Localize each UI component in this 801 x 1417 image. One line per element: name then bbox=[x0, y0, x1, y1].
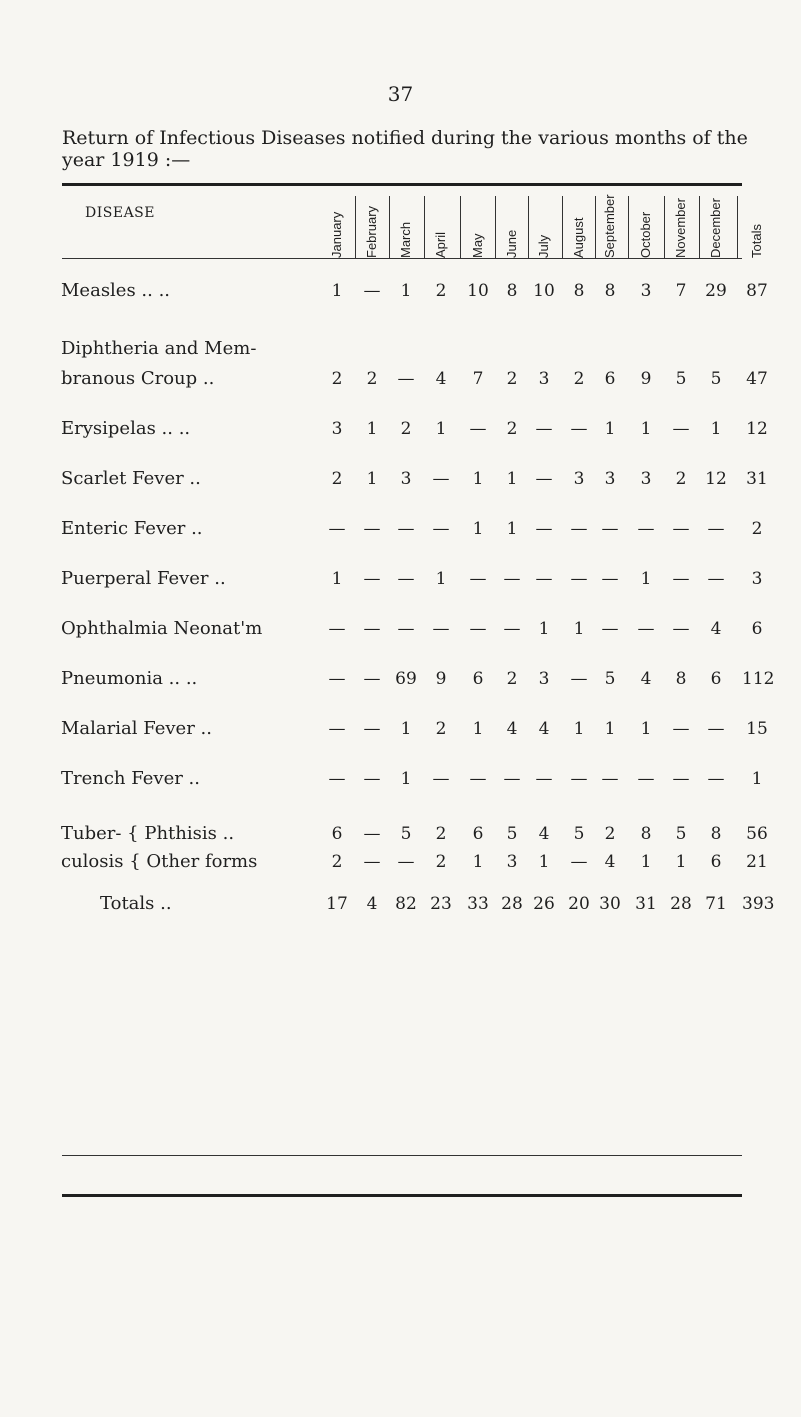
table-cell: — bbox=[469, 419, 487, 439]
table-cell: — bbox=[672, 419, 690, 439]
table-cell: — bbox=[570, 852, 588, 872]
table-cell: 31 bbox=[746, 469, 768, 489]
table-cell: 6 bbox=[710, 669, 722, 689]
column-divider bbox=[664, 196, 665, 258]
table-cell: 4 bbox=[538, 719, 550, 739]
table-cell: 1 bbox=[751, 769, 763, 789]
table-cell: — bbox=[570, 769, 588, 789]
table-cell: — bbox=[432, 769, 450, 789]
table-cell: 1 bbox=[640, 852, 652, 872]
table-cell: — bbox=[363, 281, 381, 301]
table-cell: 29 bbox=[705, 281, 727, 301]
table-cell: — bbox=[503, 619, 521, 639]
month-header-february: February bbox=[364, 205, 379, 258]
table-cell: — bbox=[432, 619, 450, 639]
table-cell: 7 bbox=[675, 281, 687, 301]
table-cell: 6 bbox=[472, 824, 484, 844]
table-cell: 56 bbox=[746, 824, 768, 844]
table-cell: — bbox=[363, 569, 381, 589]
month-header-october: October bbox=[638, 211, 653, 258]
table-cell: — bbox=[363, 769, 381, 789]
table-cell: 4 bbox=[366, 894, 378, 914]
row-label: Pneumonia .. .. bbox=[61, 668, 198, 689]
table-cell: 82 bbox=[395, 894, 417, 914]
table-cell: — bbox=[363, 852, 381, 872]
table-cell: — bbox=[328, 519, 346, 539]
table-cell: — bbox=[432, 519, 450, 539]
table-cell: 26 bbox=[533, 894, 555, 914]
table-cell: 9 bbox=[435, 669, 447, 689]
column-divider bbox=[460, 196, 461, 258]
table-cell: 1 bbox=[710, 419, 722, 439]
table-cell: — bbox=[397, 369, 415, 389]
column-divider bbox=[424, 196, 425, 258]
table-cell: — bbox=[707, 769, 725, 789]
table-cell: 1 bbox=[506, 519, 518, 539]
table-cell: 5 bbox=[400, 824, 412, 844]
table-cell: — bbox=[707, 519, 725, 539]
table-cell: 1 bbox=[366, 469, 378, 489]
table-cell: 4 bbox=[640, 669, 652, 689]
table-cell: — bbox=[363, 619, 381, 639]
table-cell: — bbox=[469, 619, 487, 639]
table-cell: — bbox=[672, 619, 690, 639]
table-cell: 2 bbox=[435, 281, 447, 301]
table-cell: 69 bbox=[395, 669, 417, 689]
table-cell: 1 bbox=[366, 419, 378, 439]
table-cell: 4 bbox=[710, 619, 722, 639]
table-cell: — bbox=[328, 719, 346, 739]
row-label: Puerperal Fever .. bbox=[61, 568, 226, 589]
table-cell: 6 bbox=[604, 369, 616, 389]
table-cell: 3 bbox=[604, 469, 616, 489]
table-cell: 1 bbox=[604, 719, 616, 739]
table-cell: 1 bbox=[640, 569, 652, 589]
table-cell: 12 bbox=[746, 419, 768, 439]
table-cell: 112 bbox=[742, 669, 775, 689]
table-cell: — bbox=[503, 769, 521, 789]
table-cell: 6 bbox=[710, 852, 722, 872]
table-cell: — bbox=[601, 769, 619, 789]
month-header-june: June bbox=[504, 229, 519, 258]
table-cell: 8 bbox=[675, 669, 687, 689]
table-cell: 2 bbox=[400, 419, 412, 439]
table-cell: 5 bbox=[710, 369, 722, 389]
table-cell: 1 bbox=[640, 419, 652, 439]
row-label: Malarial Fever .. bbox=[61, 718, 212, 739]
table-cell: 21 bbox=[746, 852, 768, 872]
totals-rule bbox=[62, 1155, 742, 1156]
table-cell: 1 bbox=[435, 419, 447, 439]
table-cell: — bbox=[469, 769, 487, 789]
table-cell: 6 bbox=[751, 619, 763, 639]
month-header-december: December bbox=[708, 198, 723, 258]
table-cell: 1 bbox=[675, 852, 687, 872]
table-cell: — bbox=[672, 769, 690, 789]
page-number: 37 bbox=[387, 82, 414, 106]
column-divider bbox=[737, 196, 738, 258]
table-cell: 15 bbox=[746, 719, 768, 739]
table-cell: 4 bbox=[604, 852, 616, 872]
table-cell: 2 bbox=[331, 469, 343, 489]
table-cell: — bbox=[570, 519, 588, 539]
table-cell: 2 bbox=[675, 469, 687, 489]
table-cell: 9 bbox=[640, 369, 652, 389]
table-cell: — bbox=[363, 824, 381, 844]
table-cell: 3 bbox=[506, 852, 518, 872]
table-cell: — bbox=[328, 619, 346, 639]
month-header-totals: Totals bbox=[749, 224, 764, 258]
month-header-august: August bbox=[571, 217, 586, 258]
table-cell: 3 bbox=[538, 369, 550, 389]
table-cell: — bbox=[363, 719, 381, 739]
table-cell: — bbox=[469, 569, 487, 589]
table-cell: — bbox=[432, 469, 450, 489]
table-cell: — bbox=[397, 619, 415, 639]
row-label: Scarlet Fever .. bbox=[61, 468, 201, 489]
column-divider bbox=[355, 196, 356, 258]
column-divider bbox=[628, 196, 629, 258]
row-label: Ophthalmia Neonat'm bbox=[61, 618, 263, 639]
table-cell: — bbox=[601, 569, 619, 589]
table-cell: 3 bbox=[640, 469, 652, 489]
table-cell: — bbox=[672, 719, 690, 739]
table-cell: 10 bbox=[533, 281, 555, 301]
table-cell: — bbox=[637, 769, 655, 789]
table-cell: — bbox=[535, 519, 553, 539]
page-title: Return of Infectious Diseases notified during the various months of the year 1919 :— bbox=[62, 127, 748, 171]
table-cell: — bbox=[601, 519, 619, 539]
row-label: culosis { Other forms bbox=[61, 851, 258, 872]
table-cell: 4 bbox=[506, 719, 518, 739]
table-cell: — bbox=[328, 769, 346, 789]
table-cell: 23 bbox=[430, 894, 452, 914]
table-cell: — bbox=[535, 569, 553, 589]
table-cell: 1 bbox=[400, 769, 412, 789]
table-cell: — bbox=[637, 519, 655, 539]
table-cell: 1 bbox=[506, 469, 518, 489]
table-cell: 6 bbox=[472, 669, 484, 689]
column-divider bbox=[699, 196, 700, 258]
table-cell: 5 bbox=[604, 669, 616, 689]
row-label: Erysipelas .. .. bbox=[61, 418, 191, 439]
table-cell: 2 bbox=[604, 824, 616, 844]
month-header-march: March bbox=[398, 221, 413, 258]
table-cell: — bbox=[672, 569, 690, 589]
table-cell: 2 bbox=[435, 852, 447, 872]
table-cell: 1 bbox=[472, 719, 484, 739]
table-cell: 2 bbox=[506, 419, 518, 439]
table-cell: 1 bbox=[331, 281, 343, 301]
table-cell: — bbox=[570, 669, 588, 689]
table-cell: 8 bbox=[710, 824, 722, 844]
table-cell: — bbox=[503, 569, 521, 589]
table-cell: 8 bbox=[573, 281, 585, 301]
row-label: Tuber- { Phthisis .. bbox=[61, 823, 235, 844]
table-cell: — bbox=[707, 569, 725, 589]
header-bottom-rule bbox=[62, 258, 742, 259]
row-label: Totals .. bbox=[100, 893, 172, 914]
table-cell: 2 bbox=[331, 369, 343, 389]
table-cell: — bbox=[397, 519, 415, 539]
table-cell: 3 bbox=[751, 569, 763, 589]
table-cell: 47 bbox=[746, 369, 768, 389]
table-cell: 28 bbox=[501, 894, 523, 914]
table-cell: 3 bbox=[331, 419, 343, 439]
row-label: Diphtheria and Mem- bbox=[61, 338, 257, 359]
month-header-july: July bbox=[536, 234, 551, 258]
table-cell: — bbox=[397, 852, 415, 872]
table-cell: 17 bbox=[326, 894, 348, 914]
table-cell: 393 bbox=[742, 894, 775, 914]
table-cell: 5 bbox=[675, 369, 687, 389]
table-cell: 1 bbox=[573, 619, 585, 639]
table-cell: 3 bbox=[538, 669, 550, 689]
table-cell: 8 bbox=[506, 281, 518, 301]
table-cell: 1 bbox=[538, 619, 550, 639]
table-cell: — bbox=[535, 469, 553, 489]
table-cell: 7 bbox=[472, 369, 484, 389]
row-label: branous Croup .. bbox=[61, 368, 215, 389]
table-cell: 1 bbox=[538, 852, 550, 872]
table-cell: 87 bbox=[746, 281, 768, 301]
month-header-september: September bbox=[602, 194, 617, 258]
table-cell: 12 bbox=[705, 469, 727, 489]
table-cell: — bbox=[535, 769, 553, 789]
table-cell: 1 bbox=[472, 519, 484, 539]
table-cell: 1 bbox=[573, 719, 585, 739]
table-cell: 33 bbox=[467, 894, 489, 914]
table-cell: — bbox=[707, 719, 725, 739]
column-divider bbox=[595, 196, 596, 258]
column-divider bbox=[495, 196, 496, 258]
table-cell: 2 bbox=[366, 369, 378, 389]
table-cell: 30 bbox=[599, 894, 621, 914]
table-cell: 2 bbox=[506, 669, 518, 689]
table-cell: 1 bbox=[400, 281, 412, 301]
table-cell: 2 bbox=[506, 369, 518, 389]
row-label: Measles .. .. bbox=[61, 280, 171, 301]
table-cell: — bbox=[363, 519, 381, 539]
column-divider bbox=[528, 196, 529, 258]
table-cell: — bbox=[363, 669, 381, 689]
table-cell: 5 bbox=[506, 824, 518, 844]
table-cell: 1 bbox=[331, 569, 343, 589]
table-cell: 2 bbox=[751, 519, 763, 539]
table-cell: 3 bbox=[400, 469, 412, 489]
table-cell: 1 bbox=[604, 419, 616, 439]
table-cell: 2 bbox=[435, 824, 447, 844]
table-cell: — bbox=[570, 419, 588, 439]
table-cell: 2 bbox=[331, 852, 343, 872]
table-cell: 1 bbox=[400, 719, 412, 739]
table-cell: 6 bbox=[331, 824, 343, 844]
table-cell: 3 bbox=[573, 469, 585, 489]
table-cell: — bbox=[601, 619, 619, 639]
row-label: Trench Fever .. bbox=[61, 768, 200, 789]
table-cell: 28 bbox=[670, 894, 692, 914]
table-cell: — bbox=[672, 519, 690, 539]
table-cell: 4 bbox=[435, 369, 447, 389]
table-cell: 31 bbox=[635, 894, 657, 914]
table-cell: 8 bbox=[604, 281, 616, 301]
table-cell: 1 bbox=[435, 569, 447, 589]
table-cell: 8 bbox=[640, 824, 652, 844]
month-header-january: January bbox=[329, 211, 344, 258]
table-bottom-rule bbox=[62, 1194, 742, 1197]
month-header-november: November bbox=[673, 198, 688, 258]
column-divider bbox=[562, 196, 563, 258]
table-cell: 5 bbox=[675, 824, 687, 844]
table-cell: — bbox=[637, 619, 655, 639]
table-cell: 1 bbox=[472, 852, 484, 872]
table-cell: — bbox=[570, 569, 588, 589]
row-label: Enteric Fever .. bbox=[61, 518, 203, 539]
month-header-may: May bbox=[470, 233, 485, 258]
table-cell: 5 bbox=[573, 824, 585, 844]
table-cell: 3 bbox=[640, 281, 652, 301]
table-cell: 4 bbox=[538, 824, 550, 844]
table-cell: — bbox=[328, 669, 346, 689]
table-cell: 71 bbox=[705, 894, 727, 914]
table-cell: 20 bbox=[568, 894, 590, 914]
table-cell: 1 bbox=[472, 469, 484, 489]
table-cell: 10 bbox=[467, 281, 489, 301]
month-header-april: April bbox=[433, 231, 448, 258]
table-cell: 2 bbox=[435, 719, 447, 739]
table-cell: 2 bbox=[573, 369, 585, 389]
table-cell: — bbox=[397, 569, 415, 589]
disease-column-header: DISEASE bbox=[85, 205, 155, 221]
column-divider bbox=[389, 196, 390, 258]
table-cell: 1 bbox=[640, 719, 652, 739]
table-cell: — bbox=[535, 419, 553, 439]
